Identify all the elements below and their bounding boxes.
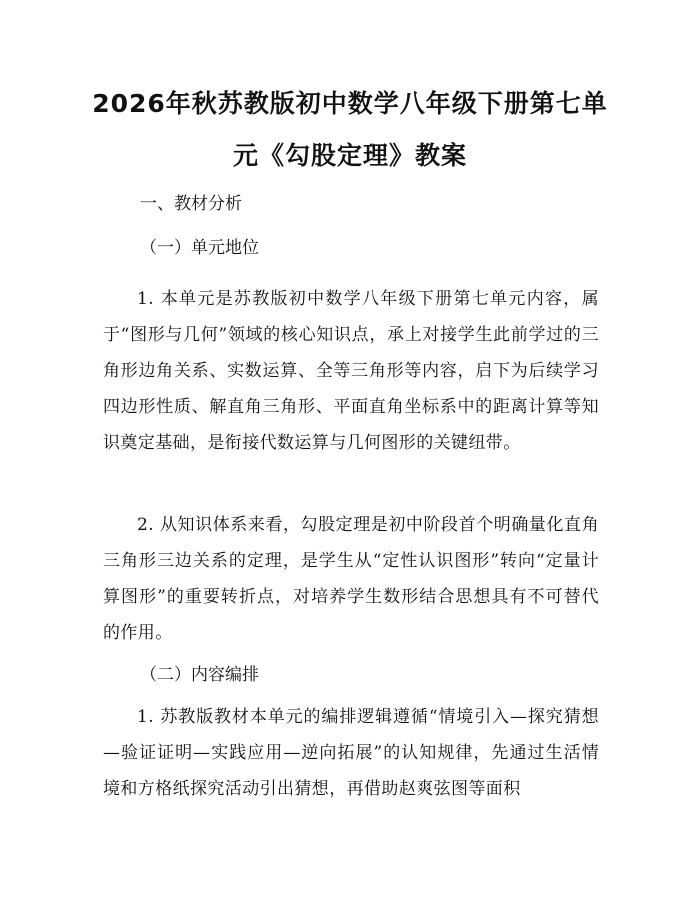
subsection-heading-unit-position: （一）单元地位 [140,238,259,258]
document-title-line-2: 元《勾股定理》教案 [232,141,467,170]
paragraph-unit-position-1: 1. 本单元是苏教版初中数学八年级下册第七单元内容，属于“图形与几何”领域的核心知识点，承上对接学生此前学过的三角形边角关系、实数运算、全等三角形等内容，启下为后续学习四边形性质、解直角三角形、平面直角坐标系中的距离计算等知识奠定基础，是衔接代数运算与几何图形的关键纽带。 [103,289,599,453]
subsection-heading-content-arrangement: （二）内容编排 [140,665,259,685]
paragraph-unit-position-2: 2. 从知识体系来看，勾股定理是初中阶段首个明确量化直角三角形三边关系的定理，是学生从“定性认识图形”转向“定量计算图形”的重要转折点，对培养学生数形结合思想具有不可替代的作用。 [103,515,599,643]
section-heading-textbook-analysis: 一、教材分析 [140,194,242,214]
paragraph-content-arrangement-1: 1. 苏教版教材本单元的编排逻辑遵循“情境引入—探究猜想—验证证明—实践应用—逆向拓展”的认知规律，先通过生活情境和方格纸探究活动引出猜想，再借助赵爽弦图等面积 [103,707,599,799]
document-title-line-1: 2026年秋苏教版初中数学八年级下册第七单 [92,89,608,118]
